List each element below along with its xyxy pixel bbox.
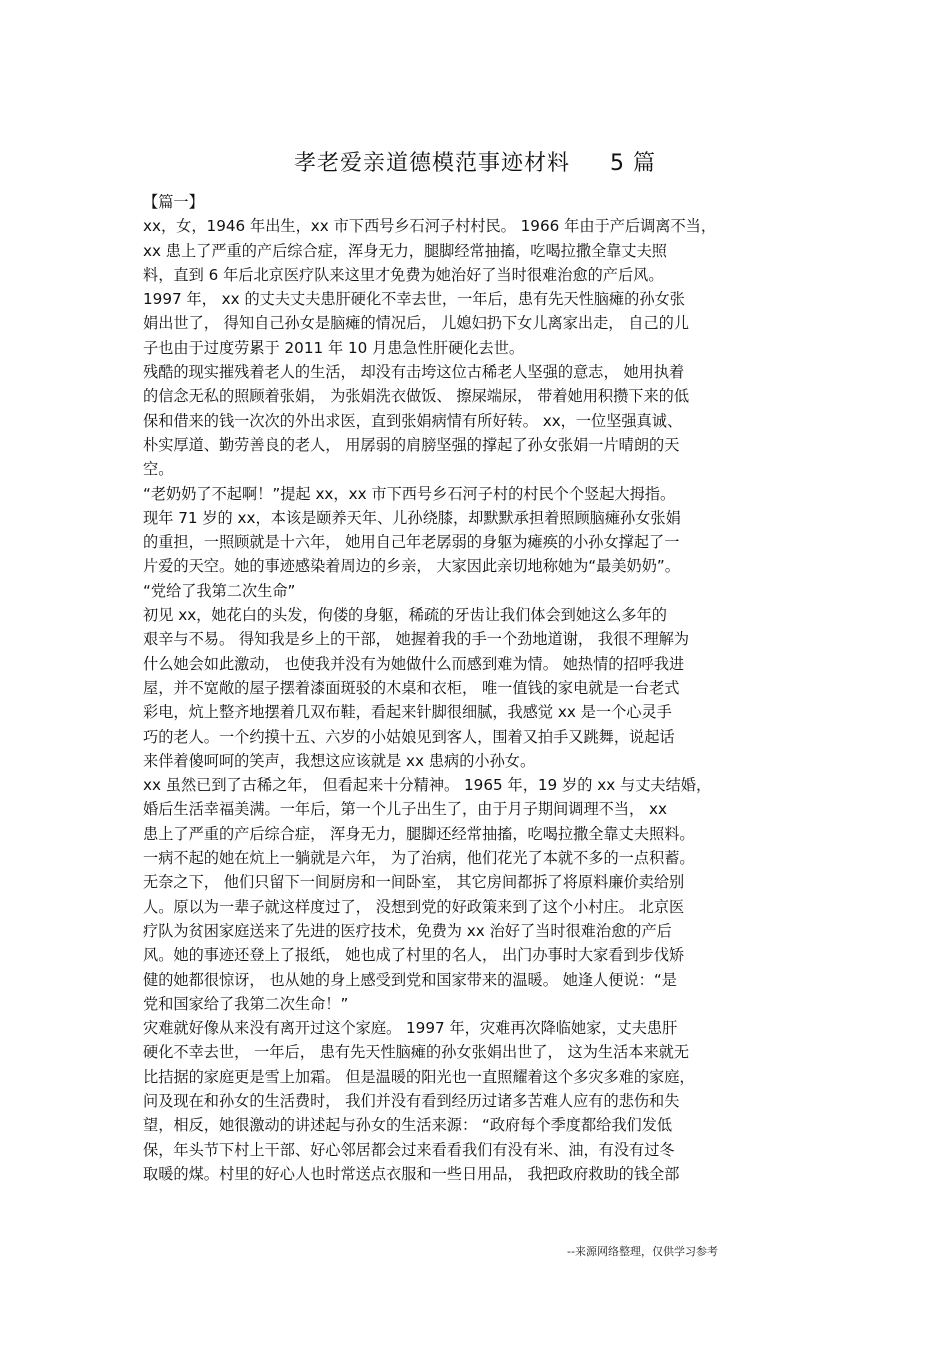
document-body: [143, 190, 803, 1186]
text-line: 子也由于过度劳累于 2011 年 10 月患急性肝硬化去世。: [143, 338, 525, 357]
text-line: 保和借来的钱一次次的外出求医，直到张娟病情有所好转。 xx，一位坚强真诚、: [143, 411, 683, 430]
text-line: 娟出世了， 得知自己孙女是脑瘫的情况后， 儿媳妇扔下女儿离家出走， 自己的儿: [143, 314, 690, 333]
text-line: 保，年头节下村上干部、好心邻居都会过来看看我们有没有米、油，有没有过冬: [143, 1140, 675, 1159]
text-line: 彩电，炕上整齐地摆着几双布鞋，看起来针脚很细腻，我感觉 xx 是一个心灵手: [143, 703, 672, 722]
title-main: 孝老爱亲道德模范事迹材料: [293, 151, 570, 176]
text-line: xx 虽然已到了古稀之年， 但看起来十分精神。 1965 年，19 岁的 xx 与丈夫结婚，: [143, 776, 712, 795]
text-line: xx，女，1946 年出生，xx 市下西号乡石河子村村民。 1966 年由于产后调离不当，: [143, 217, 717, 236]
text-line: 残酷的现实摧残着老人的生活， 却没有击垮这位古稀老人坚强的意志， 她用执着: [143, 363, 685, 382]
text-line: xx 患上了严重的产后综合症，浑身无力，腿脚经常抽搐，吃喝拉撒全靠丈夫照: [143, 241, 667, 260]
text-line: 问及现在和孙女的生活费时， 我们并没有看到经历过诸多苦难人应有的悲伤和失: [143, 1091, 680, 1110]
text-line: 一病不起的她在炕上一躺就是六年， 为了治病，他们花光了本就不多的一点积蓄。: [143, 849, 695, 868]
text-line: 的信念无私的照顾着张娟， 为张娟洗衣做饭、 擦屎端尿， 带着她用积攒下来的低: [143, 387, 690, 406]
text-line: 料，直到 6 年后北京医疗队来这里才免费为她治好了当时很难治愈的产后风。: [143, 265, 664, 284]
text-line: 健的她都很惊讶， 也从她的身上感受到党和国家带来的温暖。 她逢人便说：“是: [143, 970, 677, 989]
text-line: 空。: [143, 460, 174, 479]
text-line: “老奶奶了不起啊！”提起 xx，xx 市下西号乡石河子村的村民个个竖起大拇指。: [143, 484, 676, 503]
text-line: 艰辛与不易。 得知我是乡上的干部， 她握着我的手一个劲地道谢， 我很不理解为: [143, 630, 690, 649]
section-label: 【篇一】: [143, 193, 204, 211]
text-line: 初见 xx，她花白的头发，佝偻的身躯，稀疏的牙齿让我们体会到她这么多年的: [143, 606, 667, 625]
text-line: 朴实厚道、勤劳善良的老人， 用孱弱的肩膀坚强的撑起了孙女张娟一片晴朗的天: [143, 435, 680, 454]
text-line: 无奈之下， 他们只留下一间厨房和一间卧室， 其它房间都拆了将原料廉价卖给别: [143, 873, 685, 892]
text-line: 片爱的天空。她的事迹感染着周边的乡亲， 大家因此亲切地称她为“最美奶奶”。: [143, 557, 680, 576]
text-line: 灾难就好像从来没有离开过这个家庭。 1997 年，灾难再次降临她家，丈夫患肝: [143, 1019, 678, 1038]
text-line: 人。原以为一辈子就这样度过了， 没想到党的好政策来到了这个小村庄。 北京医: [143, 897, 685, 916]
text-line: 疗队为贫困家庭送来了先进的医疗技术，免费为 xx 治好了当时很难治愈的产后: [143, 921, 672, 940]
text-line: 现年 71 岁的 xx，本该是颐养天年、儿孙绕膝，却默默承担着照顾脑瘫孙女张娟: [143, 508, 681, 527]
text-line: 患上了严重的产后综合症， 浑身无力，腿脚还经常抽搐，吃喝拉撒全靠丈夫照料。: [143, 824, 695, 843]
text-line: 取暖的煤。村里的好心人也时常送点衣服和一些日用品， 我把政府救助的钱全部: [143, 1164, 680, 1183]
text-line: 望，相反，她很激动的讲述起与孙女的生活来源： “政府每个季度都给我们发低: [143, 1116, 673, 1135]
text-line: 比拮据的家庭更是雪上加霜。 但是温暖的阳光也一直照耀着这个多灾多难的家庭，: [143, 1067, 695, 1086]
text-line: 什么她会如此激动， 也使我并没有为她做什么而感到难为情。 她热情的招呼我进: [143, 654, 685, 673]
text-line: 屋，并不宽敞的屋子摆着漆面斑驳的木桌和衣柜， 唯一值钱的家电就是一台老式: [143, 678, 680, 697]
text-line: 党和国家给了我第二次生命！”: [143, 994, 349, 1013]
document-title: [0, 150, 950, 178]
text-line: 1997 年， xx 的丈夫丈夫患肝硬化不幸去世，一年后，患有先天性脑瘫的孙女张: [143, 290, 685, 309]
title-count: 5 篇: [610, 151, 656, 176]
text-line: “党给了我第二次生命”: [143, 581, 296, 600]
text-line: 婚后生活幸福美满。一年后，第一个儿子出生了，由于月子期间调理不当， xx: [143, 800, 667, 819]
source-footnote: --来源网络整理，仅供学习参考: [567, 1245, 718, 1258]
text-line: 硬化不幸去世， 一年后， 患有先天性脑瘫的孙女张娟出世了， 这为生活本来就无: [143, 1043, 690, 1062]
text-line: 来伴着傻呵呵的笑声，我想这应该就是 xx 患病的小孙女。: [143, 751, 536, 770]
text-line: 的重担，一照顾就是十六年， 她用自己年老孱弱的身躯为瘫痪的小孙女撑起了一: [143, 533, 680, 552]
text-line: 风。她的事迹还登上了报纸， 她也成了村里的名人， 出门办事时大家看到步伐矫: [143, 946, 685, 965]
text-line: 巧的老人。一个约摸十五、六岁的小姑娘见到客人，围着又拍手又跳舞，说起话: [143, 727, 675, 746]
